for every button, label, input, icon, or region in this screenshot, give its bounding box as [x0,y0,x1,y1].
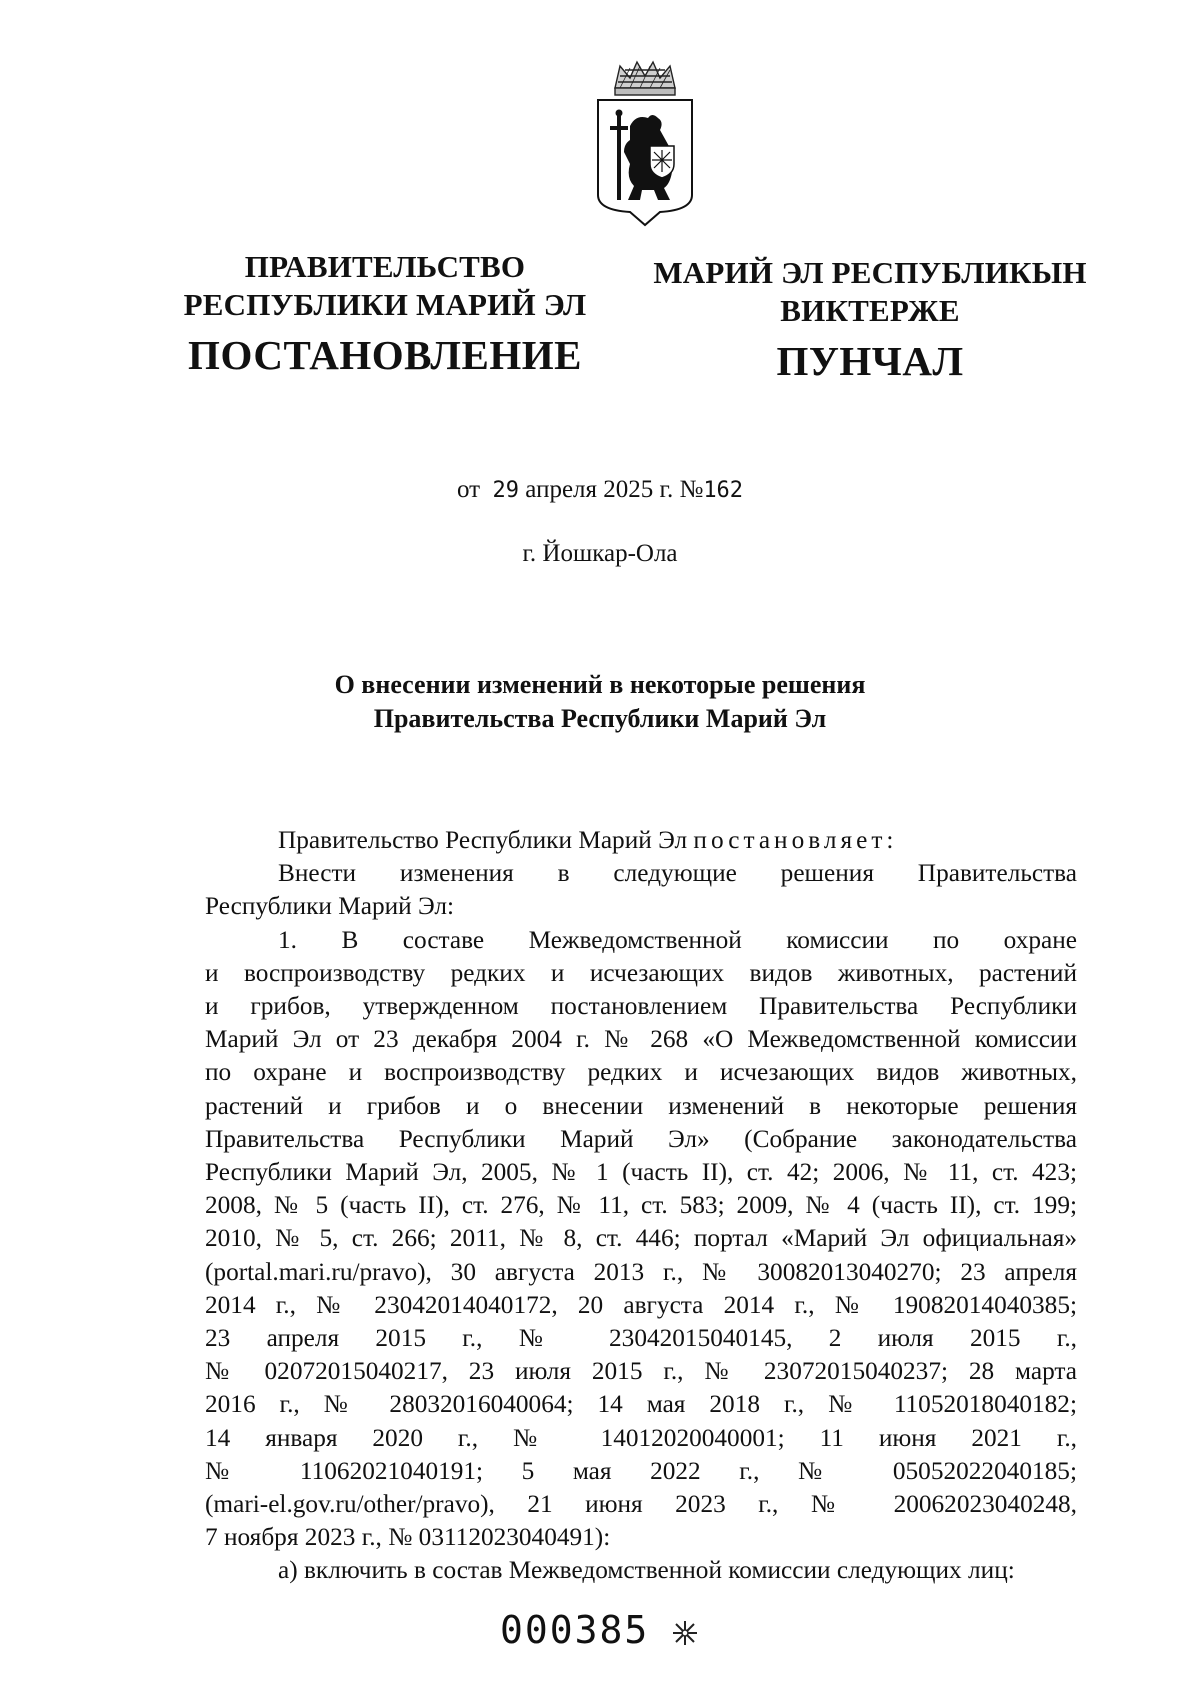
document-date-line [0,476,1200,504]
item1-line: 1. В составе Межведомственной комиссии по охране [278,925,1077,954]
item1-line: 7 ноября 2023 г., № 03112023040491): [205,1523,611,1552]
coat-of-arms-icon [590,60,700,230]
item1-line: 2014 г., № 23042014040172, 20 августа 2014 г., № 19082014040385; [205,1290,1077,1319]
header-left-line2: РЕСПУБЛИКИ МАРИЙ ЭЛ [183,287,587,322]
serial-stamp: 000385 [500,1608,650,1652]
document-type-russian: ПОСТАНОВЛЕНИЕ [188,332,582,378]
city-name: г. Йошкар-Ола [522,540,678,567]
document-type-mari: ПУНЧАЛ [776,338,964,384]
item1-line: 23 апреля 2015 г., № 23042015040145, 2 июля 2015 г., [205,1324,1077,1353]
amend-paragraph-line1: Внести изменения в следующие решения Правительства [278,859,1077,888]
amend-paragraph-line2: Республики Марий Эл: [205,892,455,921]
item1-line: по охране и воспроизводству редких и исчезающих видов животных, [205,1058,1077,1087]
seal-mark-icon [670,1618,700,1648]
title-line1: О внесении изменений в некоторые решения [334,670,866,699]
document-body [205,824,1077,1588]
date-prefix: от [456,476,481,503]
intro-verb: постановляет: [693,826,898,854]
document-title [250,668,950,736]
intro-text: Правительство Республики Марий Эл [278,826,688,854]
header-left-line1: ПРАВИТЕЛЬСТВО [244,249,526,284]
header-right [640,254,1100,386]
item1-line: Правительства Республики Марий Эл» (Собрание законодательства [205,1124,1077,1153]
item-1 [205,924,1077,1555]
title-line2: Правительства Республики Марий Эл [373,704,827,733]
header-right-line2: ВИКТЕРЖЕ [780,293,960,328]
item1-line: Республики Марий Эл, 2005, № 1 (часть II), ст. 42; 2006, № 11, ст. 423; [205,1158,1077,1187]
item-a: а) включить в состав Межведомственной комиссии следующих лиц: [278,1556,1015,1585]
header-left [170,248,600,380]
item1-line: № 11062021040191; 5 мая 2022 г., № 05052022040185; [205,1456,1077,1485]
item1-line: 14 января 2020 г., № 14012020040001; 11 июня 2021 г., [205,1423,1077,1452]
item1-line: и грибов, утвержденном постановлением Правительства Республики [205,992,1077,1021]
item1-line: и воспроизводству редких и исчезающих видов животных, растений [205,958,1077,987]
header-right-line1: МАРИЙ ЭЛ РЕСПУБЛИКЫН [653,255,1087,290]
document-number: 162 [703,478,744,503]
item1-line: 2010, № 5, ст. 266; 2011, № 8, ст. 446; портал «Марий Эл официальная» [205,1224,1077,1253]
date-day: 29 [492,478,520,503]
item1-line: растений и грибов и о внесении изменений в некоторые решения [205,1091,1077,1120]
item1-line: № 02072015040217, 23 июля 2015 г., № 23072015040237; 28 марта [205,1357,1077,1386]
item1-line: Марий Эл от 23 декабря 2004 г. № 268 «О Межведомственной комиссии [205,1025,1077,1054]
date-month-year: апреля 2025 г. № [525,476,704,503]
item1-line: (portal.mari.ru/pravo), 30 августа 2013 г., № 30082013040270; 23 апреля [205,1257,1077,1286]
item1-line: 2016 г., № 28032016040064; 14 мая 2018 г., № 11052018040182; [205,1390,1077,1419]
item1-line: 2008, № 5 (часть II), ст. 276, № 11, ст. 583; 2009, № 4 (часть II), ст. 199; [205,1191,1077,1220]
resolution-intro [205,824,1077,857]
item1-line: (mari-el.gov.ru/other/pravo), 21 июня 2023 г., № 20062023040248, [205,1490,1077,1519]
